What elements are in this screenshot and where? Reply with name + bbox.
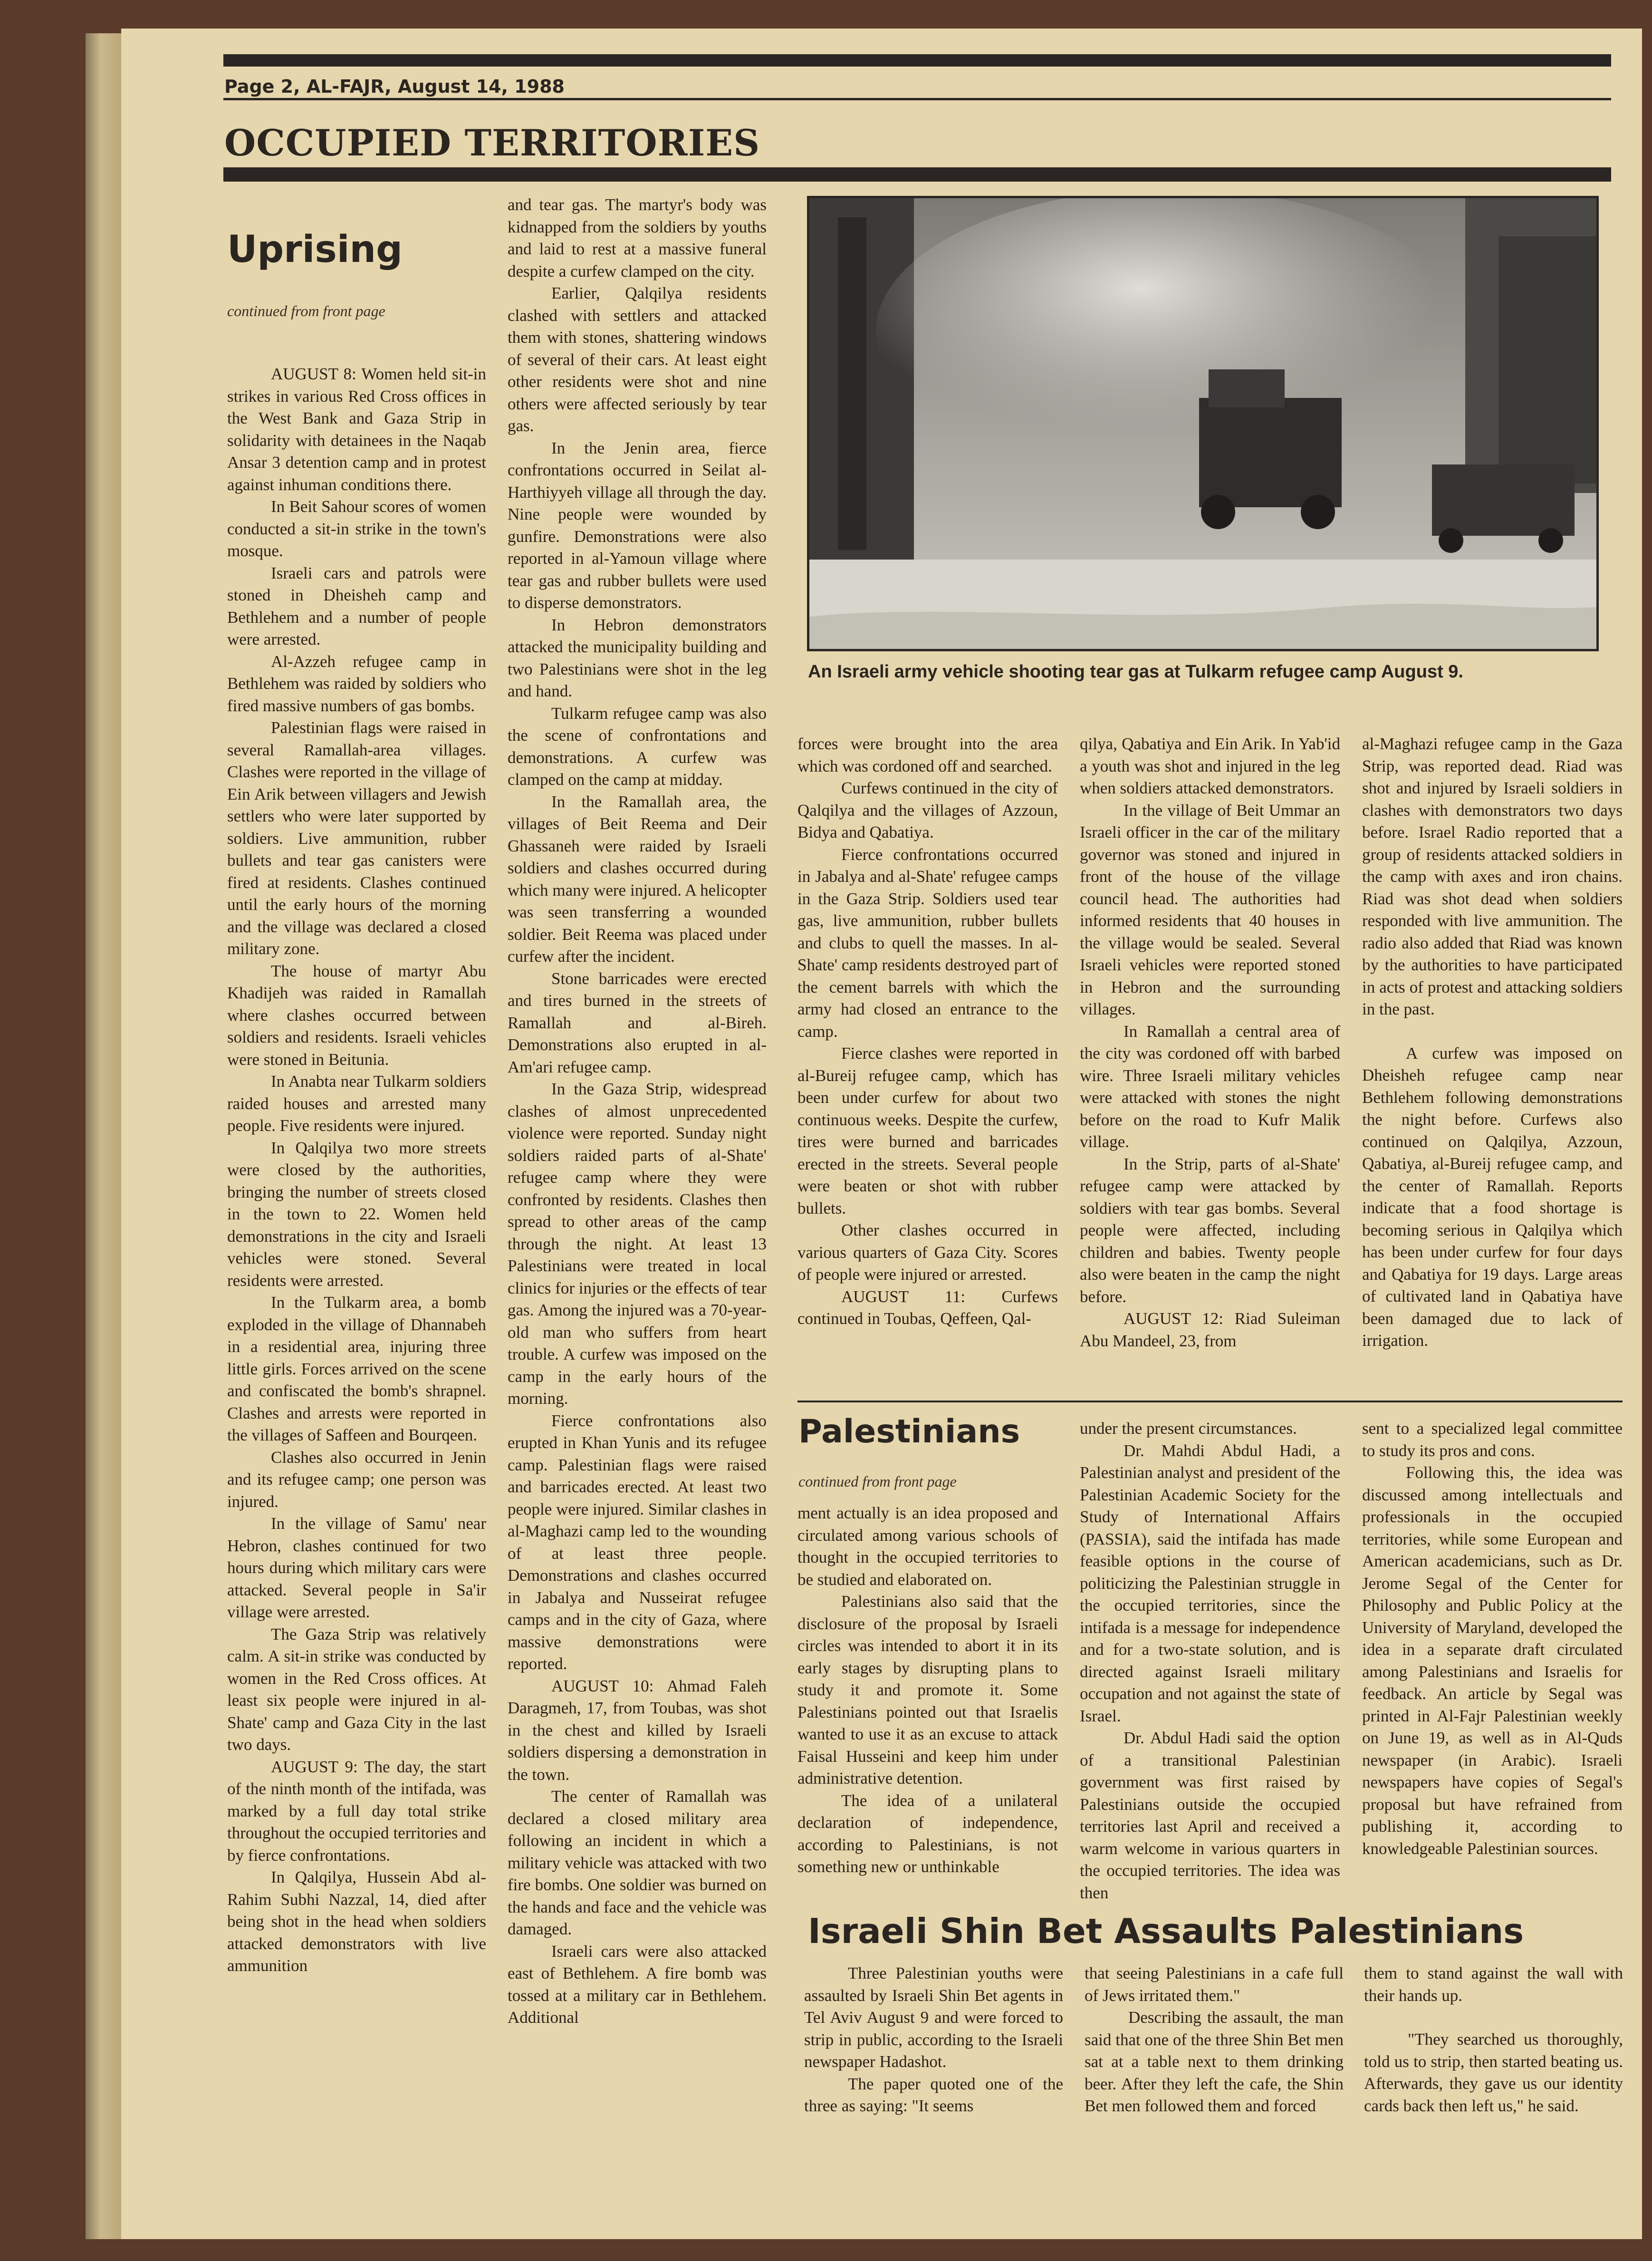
paragraph: Describing the assault, the man said that one of the three Shin Bet men sat at a table next to them drinking beer. After they left the cafe, the Shin Bet men followed them and forced	[1085, 2008, 1344, 2115]
paragraph: AUGUST 9: The day, the start of the ninth month of the intifada, was marked by a full day total strike throughout the occupied territories and by fierce confrontations.	[227, 1757, 486, 1865]
uprising-continued: continued from front page	[227, 302, 385, 319]
section-title: OCCUPIED TERRITORIES	[224, 122, 760, 164]
paragraph: In the Ramallah area, the villages of Beit Reema and Deir Ghassaneh were raided by Israeli soldiers and clashes occurred during which many were injured. A helicopter was seen transferring a wounded soldier. Beit Reema was placed under curfew after the incident.	[508, 792, 767, 966]
paragraph: Earlier, Qalqilya residents clashed with settlers and attacked them with stones, shattering windows of several of their cars. At least eight other residents were shot and nine others were affected seriously by tear gas.	[508, 284, 767, 435]
uprising-column-3	[797, 733, 1058, 1330]
photo-caption: An Israeli army vehicle shooting tear gas at Tulkarm refugee camp August 9.	[808, 662, 1463, 682]
photo-frame	[807, 196, 1599, 651]
paragraph: The house of martyr Abu Khadijeh was raided in Ramallah where clashes occurred between soldiers and residents. Israeli vehicles were stoned in Beitunia.	[227, 961, 486, 1069]
paragraph: them to stand against the wall with their hands up.	[1364, 1964, 1623, 2005]
paragraph: forces were brought into the area which was cordoned off and searched.	[797, 734, 1058, 775]
paragraph: In Ramallah a central area of the city was cordoned off with barbed wire. Three Israeli military vehicles were attacked with stones the night before on the road to Kufr Malik village.	[1080, 1022, 1340, 1151]
paragraph: In the Strip, parts of al-Shate' refugee camp were attacked by soldiers with tear gas bombs. Several people were affected, including children and babies. Twenty people also were beaten in the camp the night before.	[1080, 1154, 1340, 1306]
uprising-column-2	[508, 194, 767, 2029]
palestinians-continued: continued from front page	[798, 1473, 957, 1490]
folio: Page 2, AL-FAJR, August 14, 1988	[224, 76, 565, 97]
paragraph: ment actually is an idea proposed and circulated among various schools of thought in the occupied territories to be studied and elaborated on.	[797, 1504, 1058, 1589]
paragraph: qilya, Qabatiya and Ein Arik. In Yab'id a youth was shot and injured in the leg when soldiers attacked demonstrators.	[1080, 734, 1340, 797]
paragraph: In Qalqilya two more streets were closed by the authorities, bringing the number of streets closed in the town to 22. Women held demonstrations in the city and Israeli vehicles were stoned. Several residents were arrested.	[227, 1138, 486, 1290]
paragraph: Dr. Mahdi Abdul Hadi, a Palestinian analyst and president of the Palestinian Academic Society for the Study of International Affairs (PASSIA), said the intifada has made feasible options in the course of politicizing the Palestinian struggle in the occupied territories, since the intifada is a message for independence and for a two-state solution, and is directed against Israeli military occupation and not against the state of Israel.	[1080, 1441, 1340, 1725]
paragraph: AUGUST 12: Riad Suleiman Abu Mandeel, 23, from	[1080, 1309, 1340, 1350]
paragraph: Israeli cars were also attacked east of Bethlehem. A fire bomb was tossed at a military car in Bethlehem. Additional	[508, 1942, 767, 2027]
paragraph: AUGUST 8: Women held sit-in strikes in various Red Cross offices in the West Bank and Gaza Strip in solidarity with detainees in the Naqab Ansar 3 detention camp and in protest against inhuman conditions there.	[227, 365, 486, 494]
paragraph: Fierce clashes were reported in al-Bureij refugee camp, which has been under curfew for about two continuous weeks. Despite the curfew, tires were burned and barricades erected in the streets. Several people were beaten or shot with rubber bullets.	[797, 1044, 1058, 1217]
paragraph: that seeing Palestinians in a cafe full of Jews irritated them."	[1085, 1964, 1344, 2005]
paragraph: In the village of Samu' near Hebron, clashes continued for two hours during which military cars were attacked. Several people in Sa'ir village were arrested.	[227, 1514, 486, 1621]
palestinians-column-2	[1080, 1418, 1340, 1904]
uprising-headline: Uprising	[227, 228, 403, 271]
paragraph: and tear gas. The martyr's body was kidnapped from the soldiers by youths and laid to rest at a massive funeral despite a curfew clamped on the city.	[508, 195, 767, 280]
paragraph: Stone barricades were erected and tires burned in the streets of Ramallah and al-Bireh. Demonstrations also erupted in al-Am'ari refugee camp.	[508, 969, 767, 1076]
paragraph: "They searched us thoroughly, told us to strip, then started beating us. Afterwards, they gave us our identity cards back then left us," he said.	[1364, 2030, 1623, 2115]
uprising-column-1	[227, 363, 486, 1977]
paragraph: Palestinians also said that the disclosure of the proposal by Israeli circles was intended to abort it in its early stages by disrupting plans to study it and promote it. Some Palestinians pointed out that Israelis wanted to use it as an excuse to attack Faisal Husseini and keep him under administrative detention.	[797, 1592, 1058, 1788]
paragraph: A curfew was imposed on Dheisheh refugee camp near Bethlehem following demonstrations the night before. Curfews also continued on Qalqilya, Azzoun, Qabatiya, al-Bureij refugee camp, and the center of Ramallah. Reports indicate that a food shortage is becoming serious in Qalqilya which has been under curfew for four days and Qabatiya for 19 days. Large areas of cultivated land in Qabatiya have been damaged due to lack of irrigation.	[1362, 1044, 1623, 1350]
shinbet-headline: Israeli Shin Bet Assaults Palestinians	[808, 1911, 1524, 1951]
paragraph: In the village of Beit Ummar an Israeli officer in the car of the military governor was stoned and injured in front of the house of the village council head. The authorities had informed residents that 40 houses in the village would be sealed. Several Israeli vehicles were reported stoned in Hebron and the surrounding villages.	[1080, 801, 1340, 1018]
paragraph: Fierce confrontations also erupted in Khan Yunis and its refugee camp. Palestinian flags were raised and barricades erected. At least two people were injured. Similar clashes in al-Maghazi camp led to the wounding of at least three people. Demonstrations and clashes occurred in Jabalya and Nusseirat refugee camps and in the city of Gaza, where massive demonstrations were reported.	[508, 1411, 767, 1673]
palestinians-column-1	[797, 1502, 1058, 1878]
section-rule	[223, 167, 1611, 182]
paragraph: In the Jenin area, fierce confrontations occurred in Seilat al-Harthiyyeh village all through the day. Nine people were wounded by gunfire. Demonstrations were also reported in al-Yamoun village where tear gas and rubber bullets were used to disperse demonstrators.	[508, 438, 767, 612]
paragraph: under the present circumstances.	[1080, 1419, 1297, 1438]
shinbet-column-2	[1085, 1962, 1344, 2117]
paragraph: Other clashes occurred in various quarters of Gaza City. Scores of people were injured or arrested.	[797, 1221, 1058, 1284]
paragraph: Dr. Abdul Hadi said the option of a transitional Palestinian government was first raised by Palestinians outside the occupied territories last April and received a warm welcome in various quarters in the occupied territories. The idea was then	[1080, 1729, 1340, 1902]
tear-gas-photo	[809, 198, 1596, 649]
folio-rule	[223, 98, 1611, 100]
paragraph: Palestinian flags were raised in several Ramallah-area villages. Clashes were reported in the village of Ein Arik between villagers and Jewish settlers who were later supported by soldiers. Live ammunition, rubber bullets and tear gas canisters were fired at residents. Clashes continued until the early hours of the morning and the village was declared a closed military zone.	[227, 718, 486, 958]
paragraph: In the Tulkarm area, a bomb exploded in the village of Dhannabeh in a residential area, injuring three little girls. Forces arrived on the scene and confiscated the bomb's shrapnel. Clashes and arrests were reported in the villages of Saffeen and Bourqeen.	[227, 1293, 486, 1444]
paragraph: In Beit Sahour scores of women conducted a sit-in strike in the town's mosque.	[227, 497, 486, 560]
paragraph: In Hebron demonstrators attacked the municipality building and two Palestinians were shot in the leg and hand.	[508, 615, 767, 700]
paragraph: The center of Ramallah was declared a closed military area following an incident in which a military vehicle was attacked with two fire bombs. One soldier was burned on the hands and face and the vehicle was damaged.	[508, 1787, 767, 1938]
paragraph: The Gaza Strip was relatively calm. A sit-in strike was conducted by women in the Red Cross offices. At least six people were injured in al-Shate' camp and Gaza City in the last two days.	[227, 1624, 486, 1754]
paragraph: In Qalqilya, Hussein Abd al-Rahim Subhi Nazzal, 14, died after being shot in the head when soldiers attacked demonstrators with live ammunition	[227, 1868, 486, 1975]
paragraph: AUGUST 11: Curfews continued in Toubas, Qeffeen, Qal-	[797, 1287, 1058, 1328]
paragraph: In Anabta near Tulkarm soldiers raided houses and arrested many people. Five residents were injured.	[227, 1072, 486, 1135]
paragraph: Curfews continued in the city of Qalqilya and the villages of Azzoun, Bidya and Qabatiya.	[797, 779, 1058, 841]
uprising-column-4	[1080, 733, 1340, 1352]
paragraph: In the Gaza Strip, widespread clashes of almost unprecedented violence were reported. Sunday night soldiers raided parts of al-Shate' refugee camp where they were confronted by residents. Clashes then spread to other areas of the camp through the night. At least 13 Palestinians were treated in local clinics for injuries or the effects of tear gas. Among the injured was a 70-year-old man who suffers from heart trouble. A curfew was imposed on the camp in the early hours of the morning.	[508, 1080, 767, 1408]
paragraph: Fierce confrontations occurred in Jabalya and al-Shate' refugee camps in the Gaza Strip. Soldiers used tear gas, live ammunition, rubber bullets and clubs to quell the masses. In al-Shate' camp residents destroyed part of the cement barrels with which the army had closed an entrance to the camp.	[797, 845, 1058, 1041]
story-separator	[797, 1401, 1623, 1402]
shinbet-column-3	[1364, 1962, 1623, 2117]
shinbet-column-1	[804, 1962, 1063, 2117]
palestinians-column-3	[1362, 1418, 1623, 1860]
palestinians-headline: Palestinians	[798, 1413, 1020, 1450]
paragraph: al-Maghazi refugee camp in the Gaza Strip, was reported dead. Riad was shot and injured by Israeli soldiers in clashes with demonstrators two days before. Israel Radio reported that a group of residents attacked soldiers in the camp with axes and iron chains. Riad was shot dead when soldiers responded with live ammunition. The radio also added that Riad was known by the authorities to have participated in acts of protest and attacking soldiers in the past.	[1362, 734, 1623, 1018]
paragraph: Israeli cars and patrols were stoned in Dheisheh camp and Bethlehem and a number of people were arrested.	[227, 563, 486, 648]
paragraph: The paper quoted one of the three as saying: "It seems	[804, 2074, 1063, 2115]
paragraph: Clashes also occurred in Jenin and its refugee camp; one person was injured.	[227, 1448, 486, 1511]
book-edge	[86, 33, 124, 2239]
paragraph: The idea of a unilateral declaration of independence, according to Palestinians, is not something new or unthinkable	[797, 1791, 1058, 1876]
uprising-column-5	[1362, 733, 1623, 1352]
paragraph: AUGUST 10: Ahmad Faleh Daragmeh, 17, from Toubas, was shot in the chest and killed by Israeli soldiers dispersing a demonstration in the town.	[508, 1676, 767, 1784]
paragraph: Al-Azzeh refugee camp in Bethlehem was raided by soldiers who fired massive numbers of gas bombs.	[227, 652, 486, 715]
paragraph: Three Palestinian youths were assaulted by Israeli Shin Bet agents in Tel Aviv August 9 and were forced to strip in public, according to the Israeli newspaper Hadashot.	[804, 1964, 1063, 2071]
top-rule	[223, 54, 1611, 67]
paragraph: Tulkarm refugee camp was also the scene of confrontations and demonstrations. A curfew was clamped on the camp at midday.	[508, 704, 767, 789]
paragraph: Following this, the idea was discussed among intellectuals and professionals in the occupied territories, while some European and American academicians, such as Dr. Jerome Segal of the Center for Philosophy and Public Policy at the University of Maryland, developed the idea in a separate draft circulated among Palestinians and Israelis for feedback. An article by Segal was printed in Al-Fajr Palestinian weekly on June 19, as well as in Al-Quds newspaper (in Arabic). Israeli newspapers have copies of Segal's proposal but have refrained from publishing it, according to knowledgeable Palestinian sources.	[1362, 1463, 1623, 1858]
paragraph: sent to a specialized legal committee to study its pros and cons.	[1362, 1419, 1623, 1460]
